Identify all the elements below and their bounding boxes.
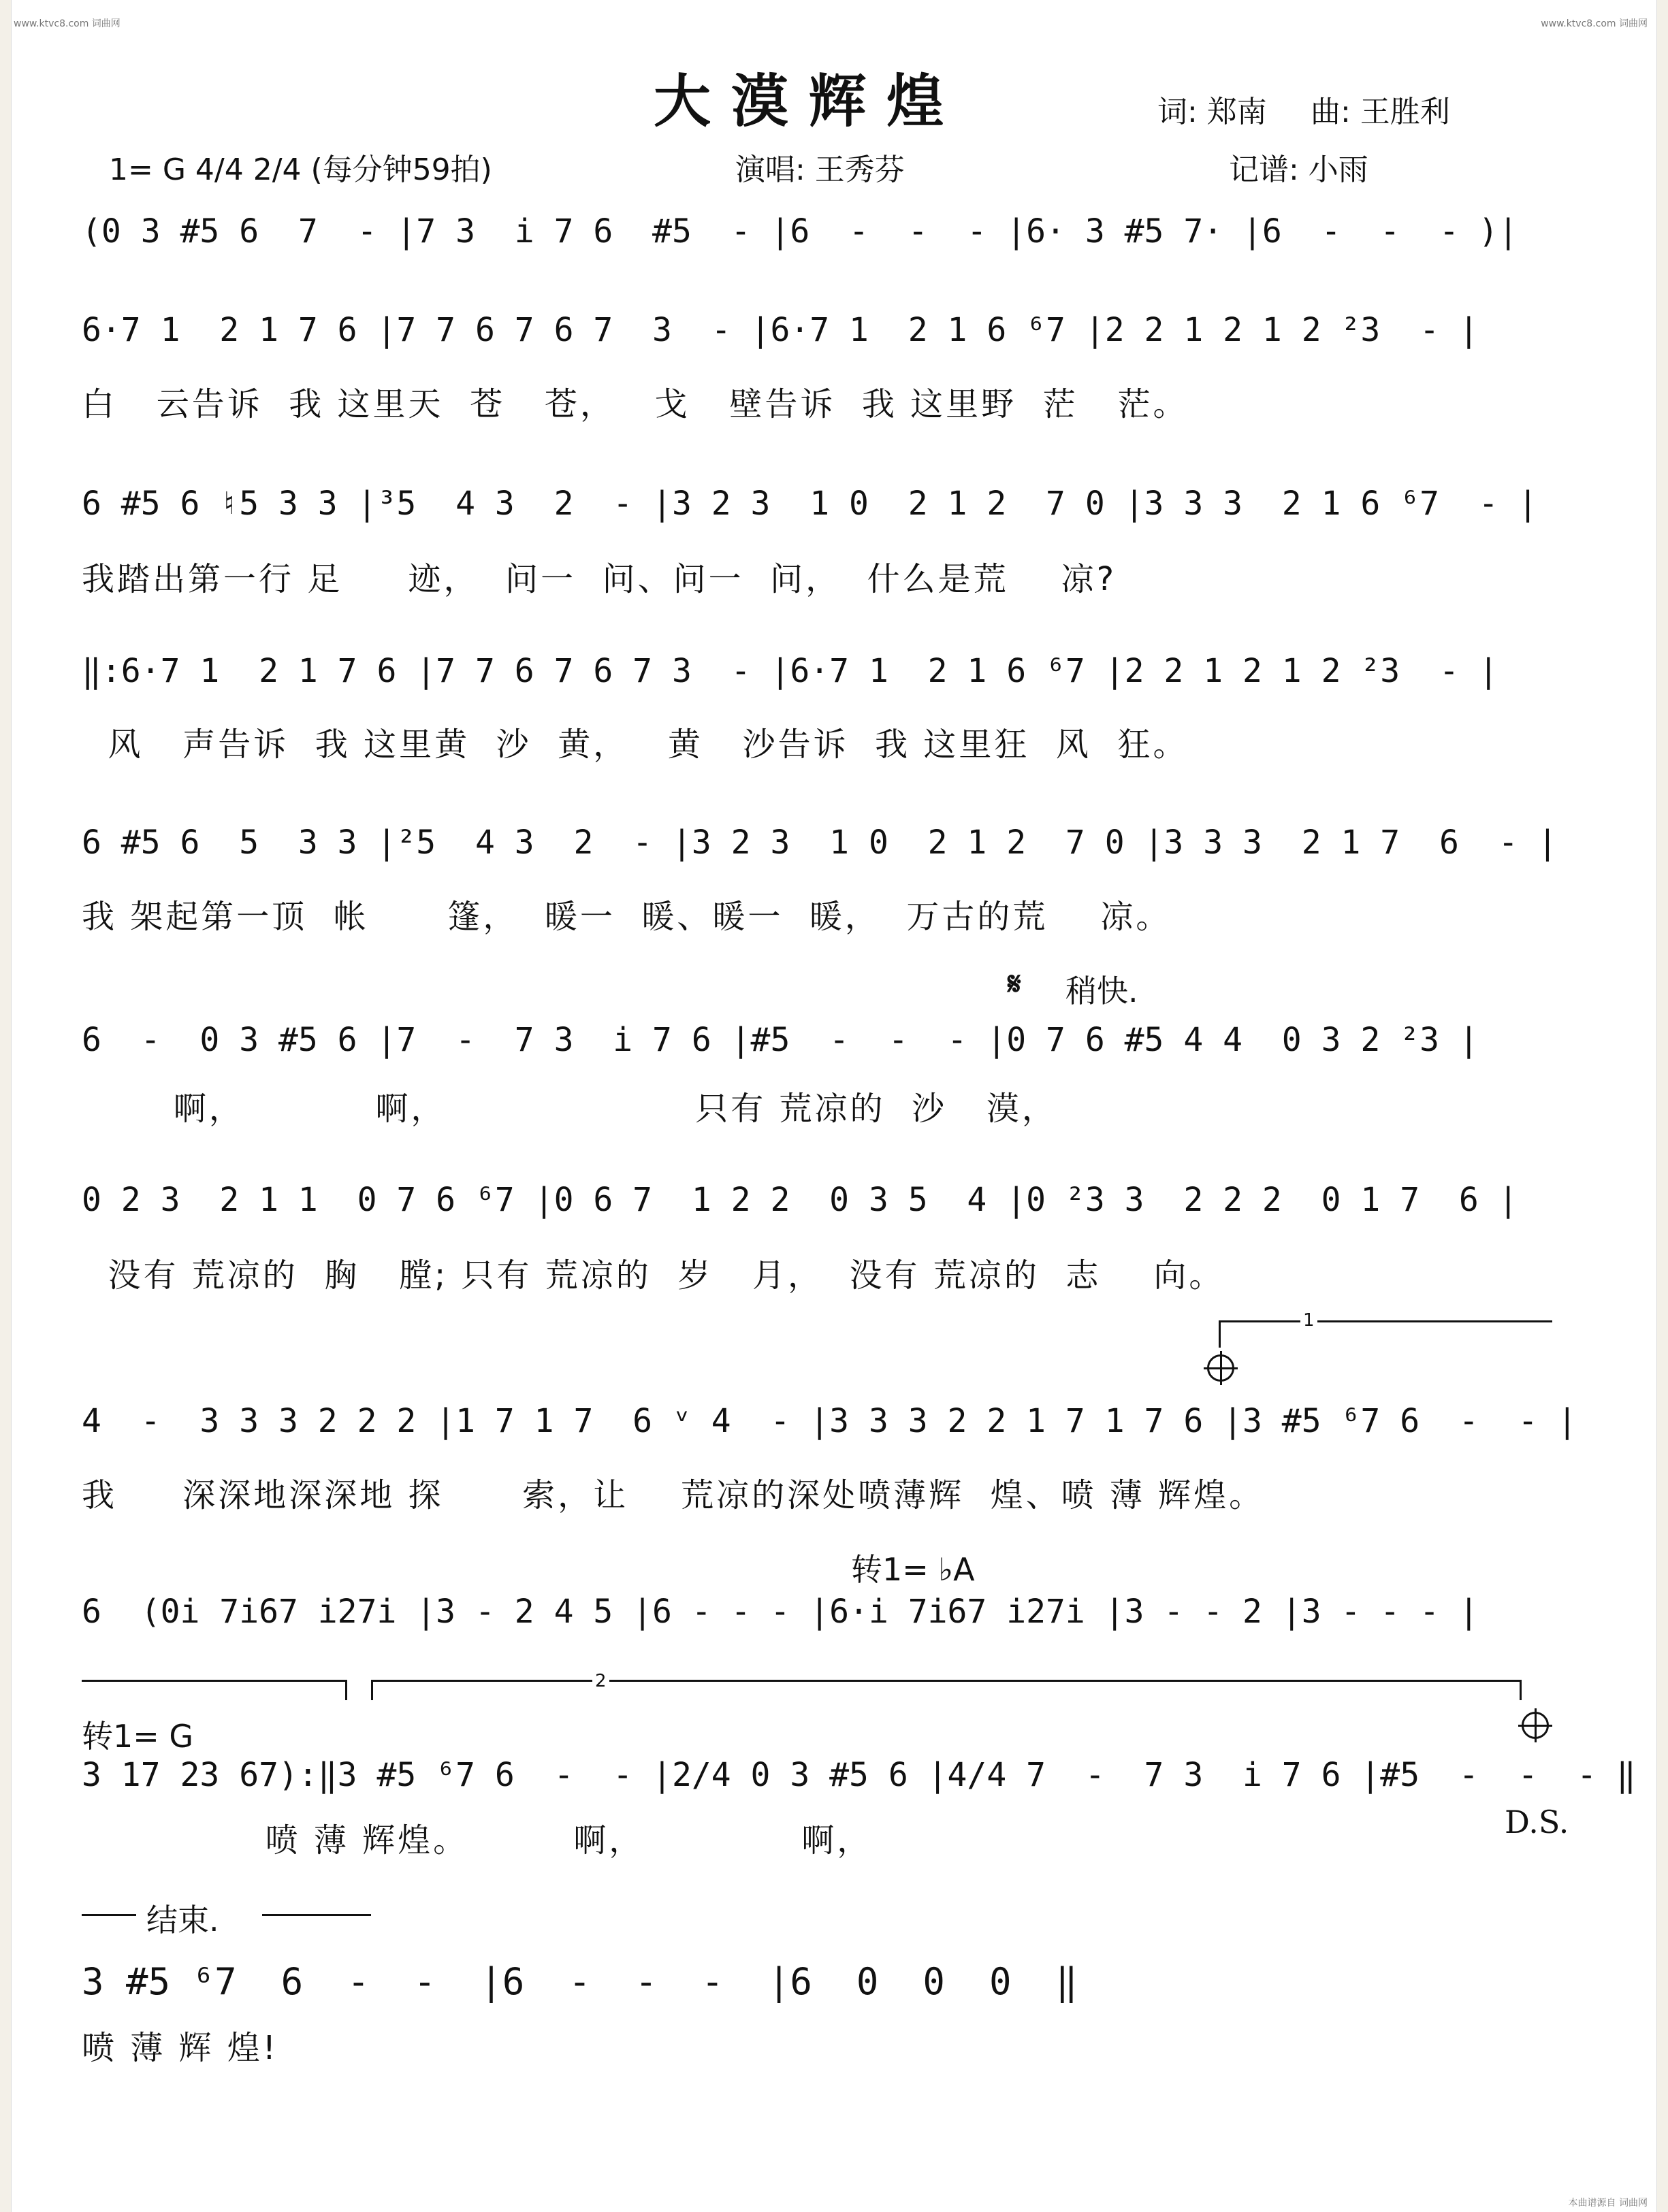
volta-1-bracket-edge — [1219, 1320, 1221, 1348]
score-line-11-lyrics: 喷 薄 辉 煌! — [82, 2029, 279, 2067]
volta-2-bracket — [371, 1680, 1522, 1682]
score-line-4-lyrics: 风 声告诉 我 这里黄 沙 黄， 黄 沙告诉 我 这里狂 风 狂。 — [82, 726, 1189, 764]
score-line-5-lyrics: 我 架起第一顶 帐 篷， 暖一 暖、暖一 暖， 万古的荒 凉。 — [82, 898, 1172, 936]
score-line-6-notes: 6 - 0 3 #5 6 |7 - 7 3 i 7 6 |#5 - - - |0 7 6 #5 4 4 0 3 2 ²3 | — [82, 1021, 1479, 1059]
score-line-6-lyrics: 啊， 啊， 只有 荒凉的 沙 漠， — [82, 1090, 1057, 1128]
ending-line-right — [262, 1914, 371, 1916]
key-signature: 1= G 4/4 2/4 (每分钟59拍) — [109, 152, 492, 187]
left-margin-strip — [0, 0, 12, 2212]
dal-segno: D.S. — [1505, 1804, 1569, 1840]
singer: 演唱: 王秀芬 — [735, 152, 905, 187]
modulation-g: 转1= G — [82, 1718, 194, 1755]
transcriber: 记谱: 小雨 — [1229, 152, 1368, 187]
score-line-10-lyrics: 喷 薄 辉煌。 啊， 啊， — [82, 1821, 873, 1859]
score-line-5-notes: 6 #5 6 5 3 3 |²5 4 3 2 - |3 2 3 1 0 2 1 2 7 0 |3 3 3 2 1 7 6 - | — [82, 824, 1558, 862]
score-line-7-lyrics: 没有 荒凉的 胸 膛; 只有 荒凉的 岁 月， 没有 荒凉的 志 向。 — [82, 1256, 1225, 1295]
tempo-mark: 稍快. — [1065, 973, 1138, 1009]
coda-icon-2 — [1522, 1712, 1549, 1739]
volta-2-number: 2 — [592, 1671, 609, 1691]
composer: 曲: 王胜利 — [1311, 95, 1450, 129]
right-margin-strip — [1656, 0, 1668, 2212]
song-title: 大漠辉煌 — [654, 67, 965, 135]
score-line-2-lyrics: 白 云告诉 我 这里天 苍 苍， 戈 壁告诉 我 这里野 茫 茫。 — [82, 385, 1189, 423]
coda-icon — [1207, 1354, 1234, 1382]
score-line-3-lyrics: 我踏出第一行 足 迹， 问一 问、问一 问， 什么是荒 凉? — [82, 560, 1117, 598]
volta-line-left — [82, 1680, 347, 1682]
volta-line-left-edge — [345, 1680, 347, 1700]
volta-2-bracket-edge — [371, 1680, 373, 1700]
score-line-8-notes: 4 - 3 3 3 2 2 2 |1 7 1 7 6 ᵛ 4 - |3 3 3 2 2 1 7 1 7 6 |3 #5 ⁶7 6 - - | — [82, 1402, 1577, 1440]
score-line-10-notes: 3 17 23 67):‖3 #5 ⁶7 6 - - |2/4 0 3 #5 6 |4/4 7 - 7 3 i 7 6 |#5 - - - ‖ — [82, 1756, 1636, 1794]
score-line-4-notes: ‖:6·7 1 2 1 7 6 |7 7 6 7 6 7 3 - |6·7 1 2 1 6 ⁶7 |2 2 1 2 1 2 ²3 - | — [82, 652, 1498, 690]
score-line-1-notes: (0 3 #5 6 7 - |7 3 i 7 6 #5 - |6 - - - |6· 3 #5 7· |6 - - - )| — [82, 212, 1518, 250]
volta-1-bracket — [1219, 1320, 1552, 1322]
segno-icon: 𝄋 — [1008, 965, 1021, 1002]
watermark-top-right: www.ktvc8.com 词曲网 — [1541, 18, 1648, 29]
score-line-3-notes: 6 #5 6 ♮5 3 3 |³5 4 3 2 - |3 2 3 1 0 2 1 2 7 0 |3 3 3 2 1 6 ⁶7 - | — [82, 485, 1538, 523]
volta-2-bracket-end — [1520, 1680, 1522, 1700]
lyricist: 词: 郑南 — [1157, 95, 1267, 129]
ending-mark: 结束. — [146, 1902, 219, 1938]
watermark-top-left: www.ktvc8.com 词曲网 — [14, 18, 121, 29]
volta-1-number: 1 — [1300, 1310, 1317, 1331]
score-line-9-notes: 6 (0i 7i67 i27i |3 - 2 4 5 |6 - - - |6·i 7i67 i27i |3 - - 2 |3 - - - | — [82, 1593, 1479, 1631]
watermark-bottom-right: 本曲谱源自 词曲网 — [1568, 2198, 1648, 2209]
score-line-7-notes: 0 2 3 2 1 1 0 7 6 ⁶7 |0 6 7 1 2 2 0 3 5 4 |0 ²3 3 2 2 2 0 1 7 6 | — [82, 1181, 1518, 1219]
score-line-8-lyrics: 我 深深地深深地 探 索，让 荒凉的深处喷薄辉 煌、喷 薄 辉煌。 — [82, 1476, 1265, 1514]
score-line-11-notes: 3 #5 ⁶7 6 - - |6 - - - |6 0 0 0 ‖ — [82, 1960, 1078, 2003]
score-line-2-notes: 6·7 1 2 1 7 6 |7 7 6 7 6 7 3 - |6·7 1 2 1 6 ⁶7 |2 2 1 2 1 2 ²3 - | — [82, 311, 1479, 349]
ending-line-left — [82, 1914, 136, 1916]
modulation-ab: 转1= ♭A — [851, 1551, 975, 1588]
